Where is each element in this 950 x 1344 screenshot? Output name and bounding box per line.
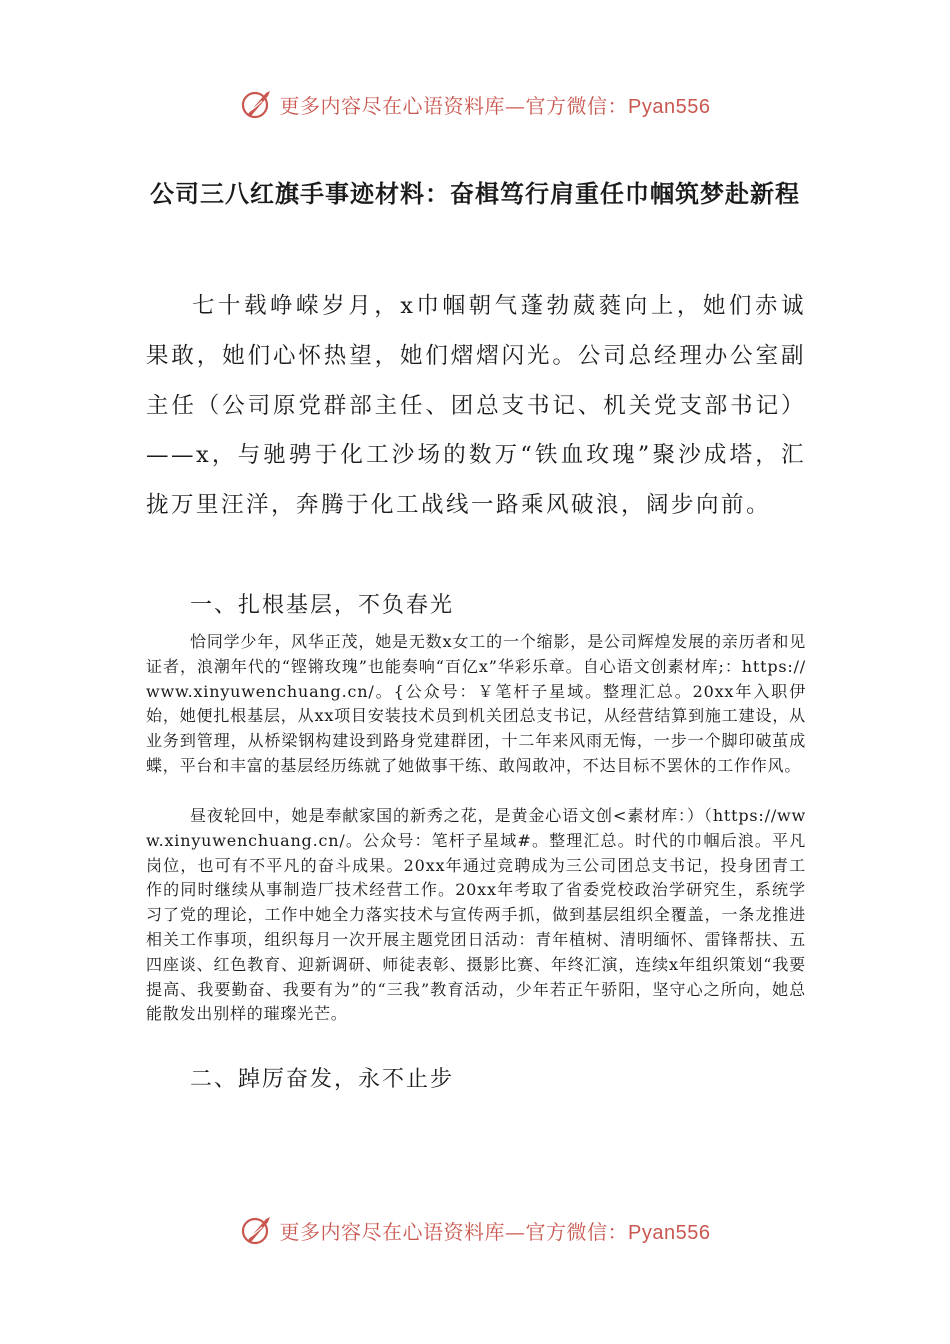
watermark-text: 更多内容尽在心语资料库—官方微信：	[279, 93, 629, 118]
watermark-wechat-id: Pyan556	[628, 1221, 711, 1244]
quill-pen-logo-icon	[240, 1213, 274, 1247]
section-1-paragraph-1: 恰同学少年，风华正茂，她是无数x女工的一个缩影，是公司辉煌发展的亲历者和见证者，浪潮年代的“铿锵玫瑰”也能奏响“百亿x”华彩乐章。自心语文创素材库;：https://www.xinyuwenchuang.cn/。{公众号：￥笔杆子星域。整理汇总。20xx年入职伊始，她便扎根基层，从xx项目安装技术员到机关团总支书记，从经营结算到施工建设，从业务到管理，从桥梁钢构建设到路身党建群团，十二年来风雨无悔，一步一个脚印破茧成蝶，平台和丰富的基层经历练就了她做事干练、敢闯敢冲，不达目标不罢休的工作作风。	[146, 632, 806, 775]
section-heading-1: 一、扎根基层，不负春光	[190, 593, 455, 618]
quill-pen-logo-icon	[240, 87, 274, 121]
section-1-paragraph-2: 昼夜轮回中，她是奉献家国的新秀之花，是黄金心语文创<素材库：）（https://www.xinyuwenchuang.cn/。公众号：笔杆子星域#。整理汇总。时代的巾帼后浪。平凡岗位，也可有不平凡的奋斗成果。20xx年通过竞聘成为三公司团总支书记，投身团青工作的同时继续从事制造厂技术经营工作。20xx年考取了省委党校政治学研究生，系统学习了党的理论，工作中她全力落实技术与宣传两手抓，做到基层组织全覆盖，一条龙推进相关工作事项，组织每月一次开展主题党团日活动：青年植树、清明缅怀、雷锋帮扶、五四座谈、红色教育、迎新调研、师徒表彰、摄影比赛、年终汇演，连续x年组织策划“我要提高、我要勤奋、我要有为”的“三我”教育活动，少年若正午骄阳，坚守心之所向，她总能散发出别样的璀璨光芒。	[146, 806, 806, 1024]
watermark-text: 更多内容尽在心语资料库—官方微信：	[279, 1219, 629, 1244]
section-heading-2: 二、踔厉奋发，永不止步	[190, 1067, 455, 1092]
header-watermark	[0, 84, 950, 124]
watermark-wechat-id: Pyan556	[628, 95, 711, 118]
document-title: 公司三八红旗手事迹材料：奋楫笃行肩重任巾帼筑梦赴新程	[150, 180, 800, 208]
lead-paragraph: 七十载峥嵘岁月，x巾帼朝气蓬勃葳蕤向上，她们赤诚果敢，她们心怀热望，她们熠熠闪光。公司总经理办公室副主任（公司原党群部主任、团总支书记、机关党支部书记）——x，与驰骋于化工沙场的数万“铁血玫瑰”聚沙成塔，汇拢万里汪洋，奔腾于化工战线一路乘风破浪，阔步向前。	[146, 293, 806, 519]
footer-watermark	[0, 1210, 950, 1250]
